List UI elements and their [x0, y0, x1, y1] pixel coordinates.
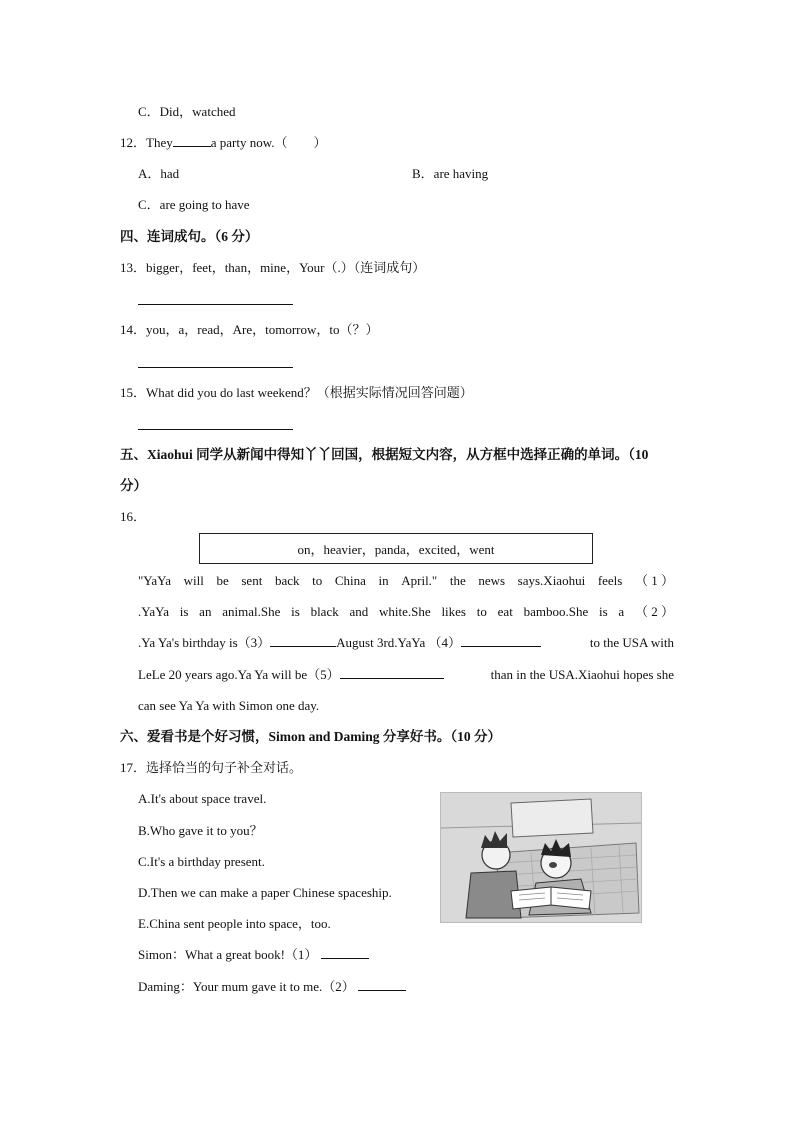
- passage-line-4: [138, 666, 674, 684]
- dialog-line-1: [138, 946, 369, 964]
- q12-blank[interactable]: [173, 134, 211, 147]
- word: be: [216, 573, 229, 588]
- word: animal.She: [222, 604, 281, 619]
- word: eat: [497, 604, 513, 619]
- section6-heading: 六、爱看书是个好习惯，Simon and Daming 分享好书。（10 分）: [120, 729, 502, 744]
- word: back: [274, 573, 300, 588]
- q12-option-a: A．had: [138, 166, 180, 181]
- word: the: [449, 573, 466, 588]
- blank-1[interactable]: （ 1 ）: [634, 573, 674, 588]
- word: is: [291, 604, 300, 619]
- word: an: [199, 604, 212, 619]
- q12-option-b: B．are having: [412, 166, 489, 181]
- passage-line-3: [138, 634, 674, 652]
- word: to: [312, 573, 323, 588]
- passage-line-5: can see Ya Ya with Simon one day.: [138, 698, 320, 713]
- q12-question: [120, 134, 327, 152]
- passage-text: to the USA with: [589, 635, 674, 650]
- q15-answer-line[interactable]: [138, 429, 293, 430]
- word: black: [310, 604, 339, 619]
- section5-heading-line1: 五、Xiaohui 同学从新闻中得知丫丫回国，根据短文内容，从方框中选择正确的单词。（10: [120, 447, 649, 462]
- word-box-words: on，heavier，panda，excited，went: [297, 542, 495, 557]
- section4-heading: 四、连词成句。（6 分）: [120, 229, 259, 244]
- blank-5[interactable]: [340, 666, 444, 679]
- word: news: [478, 573, 506, 588]
- q14-answer-line[interactable]: [138, 367, 293, 368]
- blank-2[interactable]: （ 2 ）: [634, 604, 674, 619]
- dialog-blank-2[interactable]: [358, 978, 406, 991]
- q16-label: 16．: [120, 509, 147, 524]
- q15-question: 15．What did you do last weekend？（根据实际情况回答问题）: [120, 385, 473, 400]
- passage-text: August 3rd.YaYa （4）: [336, 635, 461, 650]
- blank-4[interactable]: [461, 634, 541, 647]
- dialog-blank-1[interactable]: [321, 946, 369, 959]
- q12-suffix: a party now.（ ）: [210, 135, 327, 150]
- blank-3[interactable]: [270, 634, 336, 647]
- word: "YaYa: [138, 573, 172, 588]
- q12-option-c: C．are going to have: [138, 197, 250, 212]
- section5-heading-line2: 分）: [120, 478, 147, 493]
- illustration-boys-reading-book: [440, 792, 642, 923]
- q14-question: 14．you，a，read，Are，tomorrow，to（？）: [120, 322, 379, 337]
- q11-option-c: C．Did，watched: [138, 104, 236, 119]
- option-a: A.It's about space travel.: [138, 791, 267, 806]
- word: sent: [241, 573, 263, 588]
- illustration-drawing: [441, 793, 641, 922]
- option-b: B.Who gave it to you？: [138, 823, 263, 838]
- word: feels: [597, 573, 623, 588]
- word: is: [598, 604, 608, 619]
- option-c: C.It's a birthday present.: [138, 854, 265, 869]
- dialog-text: Simon：What a great book!（1）: [138, 947, 318, 962]
- word: in: [378, 573, 389, 588]
- word: is: [179, 604, 189, 619]
- passage-text: LeLe 20 years ago.Ya Ya will be（5）: [138, 667, 340, 682]
- word: a: [618, 604, 625, 619]
- word: and: [349, 604, 369, 619]
- word: to: [476, 604, 487, 619]
- word-box: [199, 533, 593, 564]
- word: will: [183, 573, 204, 588]
- word: China: [334, 573, 366, 588]
- q12-stem: 12．They: [120, 135, 173, 150]
- option-e: E.China sent people into space，too.: [138, 916, 331, 931]
- passage-line-2: [138, 603, 674, 621]
- passage-text: .Ya Ya's birthday is（3）: [138, 635, 271, 650]
- word: says.Xiaohui: [517, 573, 586, 588]
- dialog-text: Daming：Your mum gave it to me.（2）: [138, 979, 355, 994]
- dialog-line-2: [138, 978, 406, 996]
- q17-question: 17．选择恰当的句子补全对话。: [120, 760, 303, 775]
- q13-answer-line[interactable]: [138, 304, 293, 305]
- option-d: D.Then we can make a paper Chinese spaceship.: [138, 885, 392, 900]
- passage-text: than in the USA.Xiaohui hopes she: [490, 667, 674, 682]
- word: bamboo.She: [523, 604, 589, 619]
- word: white.She: [379, 604, 431, 619]
- q13-question: 13．bigger，feet，than，mine，Your（.）（连词成句）: [120, 260, 426, 275]
- word: April.": [401, 573, 438, 588]
- passage-line-1: [138, 572, 674, 590]
- word: likes: [441, 604, 466, 619]
- word: .YaYa: [138, 604, 169, 619]
